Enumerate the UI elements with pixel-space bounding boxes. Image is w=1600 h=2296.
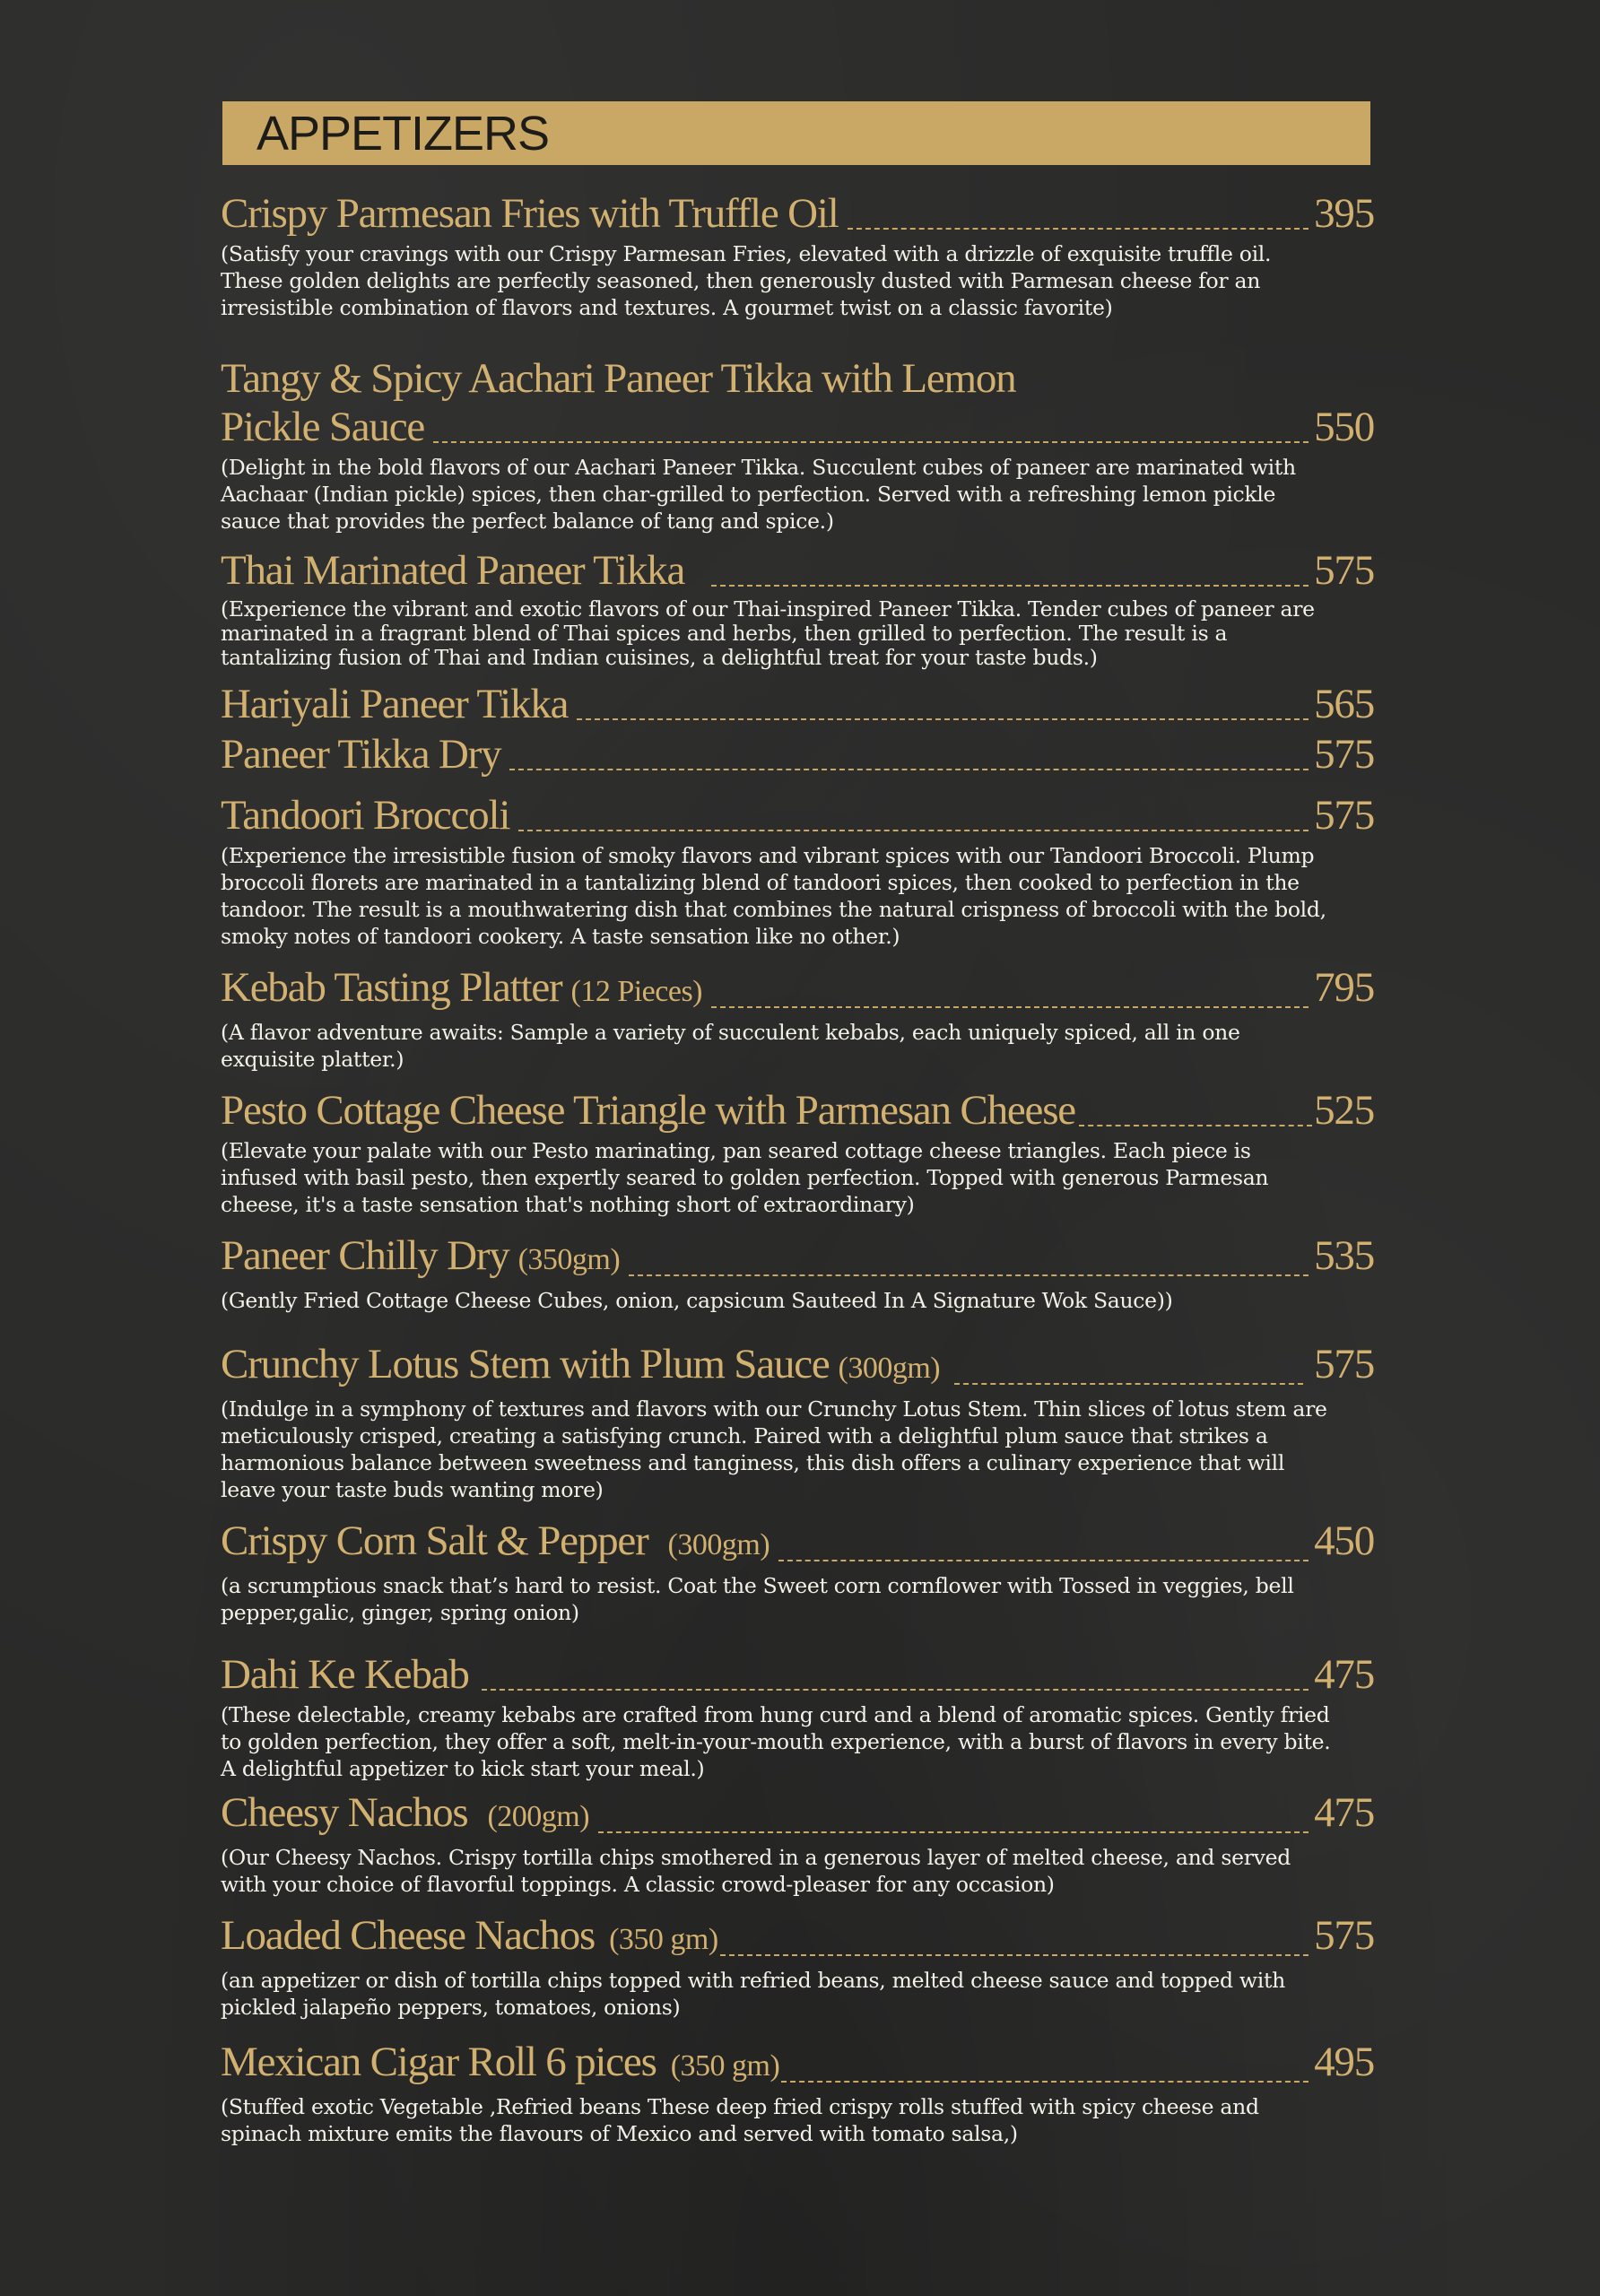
item-description: (an appetizer or dish of tortilla chips topped with refried beans, melted cheese sauce and topped with pickled jalapeño peppers, tomatoes, onions) — [221, 1968, 1285, 2020]
dotted-leader — [954, 1383, 1303, 1385]
item-price: 395 — [1314, 190, 1374, 237]
item-description: (Our Cheesy Nachos. Crispy tortilla chips smothered in a generous layer of melted cheese, and served with your choice of flavorful toppings. A classic crowd-pleaser for any occasion) — [221, 1845, 1291, 1897]
item-name: Paneer Tikka Dry — [221, 731, 501, 778]
item-name: Tandoori Broccoli — [221, 792, 510, 839]
item-quantity: (200gm) — [487, 1800, 590, 1833]
item-quantity: (12 Pieces) — [570, 975, 703, 1008]
item-name: Hariyali Paneer Tikka — [221, 681, 569, 727]
item-name: Crunchy Lotus Stem with Plum Sauce — [221, 1341, 830, 1387]
item-description: (Experience the vibrant and exotic flavors of our Thai-inspired Paneer Tikka. Tender cubes of paneer are marinated in a fragrant blend of Thai spices and herbs, then grilled to perfection. The result is a tantalizing fusion of Thai and Indian cuisines, a delightful treat for your taste buds.) — [221, 596, 1315, 670]
item-name: Thai Marinated Paneer Tikka — [221, 547, 685, 594]
item-quantity: (350gm) — [517, 1243, 621, 1276]
dotted-leader — [598, 1831, 1309, 1833]
item-quantity: (300gm) — [667, 1528, 770, 1561]
item-price: 575 — [1314, 731, 1374, 778]
item-name: Dahi Ke Kebab — [221, 1651, 469, 1698]
item-header — [221, 1085, 1374, 1135]
item-name: Kebab Tasting Platter — [221, 964, 562, 1011]
item-price: 475 — [1314, 1789, 1374, 1836]
item-price: 575 — [1314, 1912, 1374, 1959]
menu-item — [221, 729, 1374, 779]
item-name-line: Tangy & Spicy Aachari Paneer Tikka with Lemon — [221, 355, 1016, 402]
item-header — [221, 355, 1374, 452]
dotted-leader — [629, 1274, 1309, 1276]
dotted-leader — [781, 2081, 1309, 2083]
item-description: (A flavor adventure awaits: Sample a variety of succulent kebabs, each uniquely spiced, all in one exquisite platter.) — [221, 1020, 1240, 1072]
item-description: (Gently Fried Cottage Cheese Cubes, onion, capsicum Sauteed In A Signature Wok Sauce)) — [221, 1288, 1173, 1313]
menu-item — [221, 1910, 1374, 2021]
item-header — [221, 790, 1374, 840]
menu-item — [221, 1787, 1374, 1898]
item-header — [221, 729, 1374, 779]
item-name: Pickle Sauce — [221, 404, 425, 450]
item-header — [221, 1910, 1374, 1965]
item-header — [221, 1649, 1374, 1700]
dotted-leader — [778, 1560, 1309, 1561]
item-header — [221, 1339, 1374, 1394]
dotted-leader — [720, 1954, 1309, 1956]
menu-item — [221, 962, 1374, 1073]
menu-item — [221, 679, 1374, 729]
item-price: 450 — [1314, 1518, 1374, 1564]
item-description: (Elevate your palate with our Pesto marinating, pan seared cottage cheese triangles. Each piece is infused with basil pesto, then expertly seared to golden perfection. Topped with generous Parmesan cheese, it's a taste sensation that's nothing short of extraordinary) — [221, 1138, 1269, 1217]
item-price: 575 — [1314, 547, 1374, 594]
item-price: 525 — [1314, 1087, 1374, 1134]
dotted-leader — [482, 1689, 1309, 1691]
item-description: (a scrumptious snack that’s hard to resist. Coat the Sweet corn cornflower with Tossed in veggies, bell pepper,galic, ginger, spring onion) — [221, 1573, 1294, 1625]
menu-item — [221, 1516, 1374, 1626]
menu-item — [221, 188, 1374, 321]
item-header — [221, 679, 1374, 729]
dotted-leader — [577, 718, 1309, 720]
menu-item — [221, 2037, 1374, 2147]
item-description: (Experience the irresistible fusion of smoky flavors and vibrant spices with our Tandoori Broccoli. Plump broccoli florets are marinated in a tantalizing blend of tandoori spices, then cooked to perfection in the tandoor. The result is a mouthwatering dish that combines the natural crispness of broccoli with the bold, smoky notes of tandoori cookery. A taste sensation like no other.) — [221, 843, 1326, 949]
item-price: 575 — [1314, 1341, 1374, 1387]
item-description: (Satisfy your cravings with our Crispy Parmesan Fries, elevated with a drizzle of exquisite truffle oil. These golden delights are perfectly seasoned, then generously dusted with Parmesan cheese for an irresistible combination of flavors and textures. A gourmet twist on a classic favorite) — [221, 241, 1272, 320]
dotted-leader — [711, 585, 1309, 587]
item-price: 550 — [1314, 404, 1374, 450]
item-price: 575 — [1314, 792, 1374, 839]
dotted-leader — [711, 1006, 1309, 1008]
dotted-leader — [848, 228, 1309, 230]
item-price: 495 — [1314, 2039, 1374, 2085]
item-name: Pesto Cottage Cheese Triangle with Parmesan Cheese — [221, 1087, 1075, 1134]
item-name: Paneer Chilly Dry — [221, 1232, 509, 1279]
item-header — [221, 545, 1374, 596]
item-header — [221, 188, 1374, 239]
item-quantity: (300gm) — [838, 1352, 941, 1385]
section-title: APPETIZERS — [257, 107, 550, 161]
item-price: 565 — [1314, 681, 1374, 727]
dotted-leader — [433, 441, 1309, 443]
menu-item — [221, 1649, 1374, 1782]
item-price: 475 — [1314, 1651, 1374, 1698]
item-header — [221, 1231, 1374, 1285]
menu-item — [221, 1231, 1374, 1314]
menu-item — [221, 355, 1374, 535]
section-banner — [222, 101, 1370, 165]
menu-item — [221, 790, 1374, 950]
dotted-leader — [1079, 1125, 1312, 1126]
item-header — [221, 962, 1374, 1017]
menu-list — [221, 188, 1374, 2147]
item-price: 535 — [1314, 1232, 1374, 1279]
item-description: (Indulge in a symphony of textures and flavors with our Crunchy Lotus Stem. Thin slices of lotus stem are meticulously crisped, creating a satisfying crunch. Paired with a delightful plum sauce that strikes a harmonious balance between sweetness and tanginess, this dish offers a culinary experience that will leave your taste buds wanting more) — [221, 1396, 1327, 1502]
item-price: 795 — [1314, 964, 1374, 1011]
item-description: (Stuffed exotic Vegetable ,Refried beans These deep fried crispy rolls stuffed with spicy cheese and spinach mixture emits the flavours of Mexico and served with tomato salsa,) — [221, 2094, 1259, 2146]
dotted-leader — [509, 769, 1309, 770]
item-quantity: (350 gm) — [609, 1923, 718, 1956]
item-name: Cheesy Nachos — [221, 1789, 468, 1836]
menu-item — [221, 1339, 1374, 1503]
dotted-leader — [518, 830, 1309, 831]
item-description: (These delectable, creamy kebabs are crafted from hung curd and a blend of aromatic spices. Gently fried to golden perfection, they offer a soft, melt-in-your-mouth experience, with a burst of flavors in every bite. A delightful appetizer to kick start your meal.) — [221, 1702, 1331, 1781]
item-header — [221, 1516, 1374, 1570]
item-header — [221, 1787, 1374, 1842]
item-name: Crispy Parmesan Fries with Truffle Oil — [221, 190, 839, 237]
item-name: Crispy Corn Salt & Pepper — [221, 1518, 648, 1564]
item-name: Loaded Cheese Nachos — [221, 1912, 596, 1959]
item-quantity: (350 gm) — [670, 2049, 780, 2083]
menu-item — [221, 545, 1374, 670]
item-description: (Delight in the bold flavors of our Aachari Paneer Tikka. Succulent cubes of paneer are marinated with Aachaar (Indian pickle) spices, then char-grilled to perfection. Served with a refreshing lemon pickle sauce that provides the perfect balance of tang and spice.) — [221, 455, 1296, 534]
item-name: Mexican Cigar Roll 6 pices — [221, 2039, 657, 2085]
item-header — [221, 2037, 1374, 2092]
menu-item — [221, 1085, 1374, 1218]
